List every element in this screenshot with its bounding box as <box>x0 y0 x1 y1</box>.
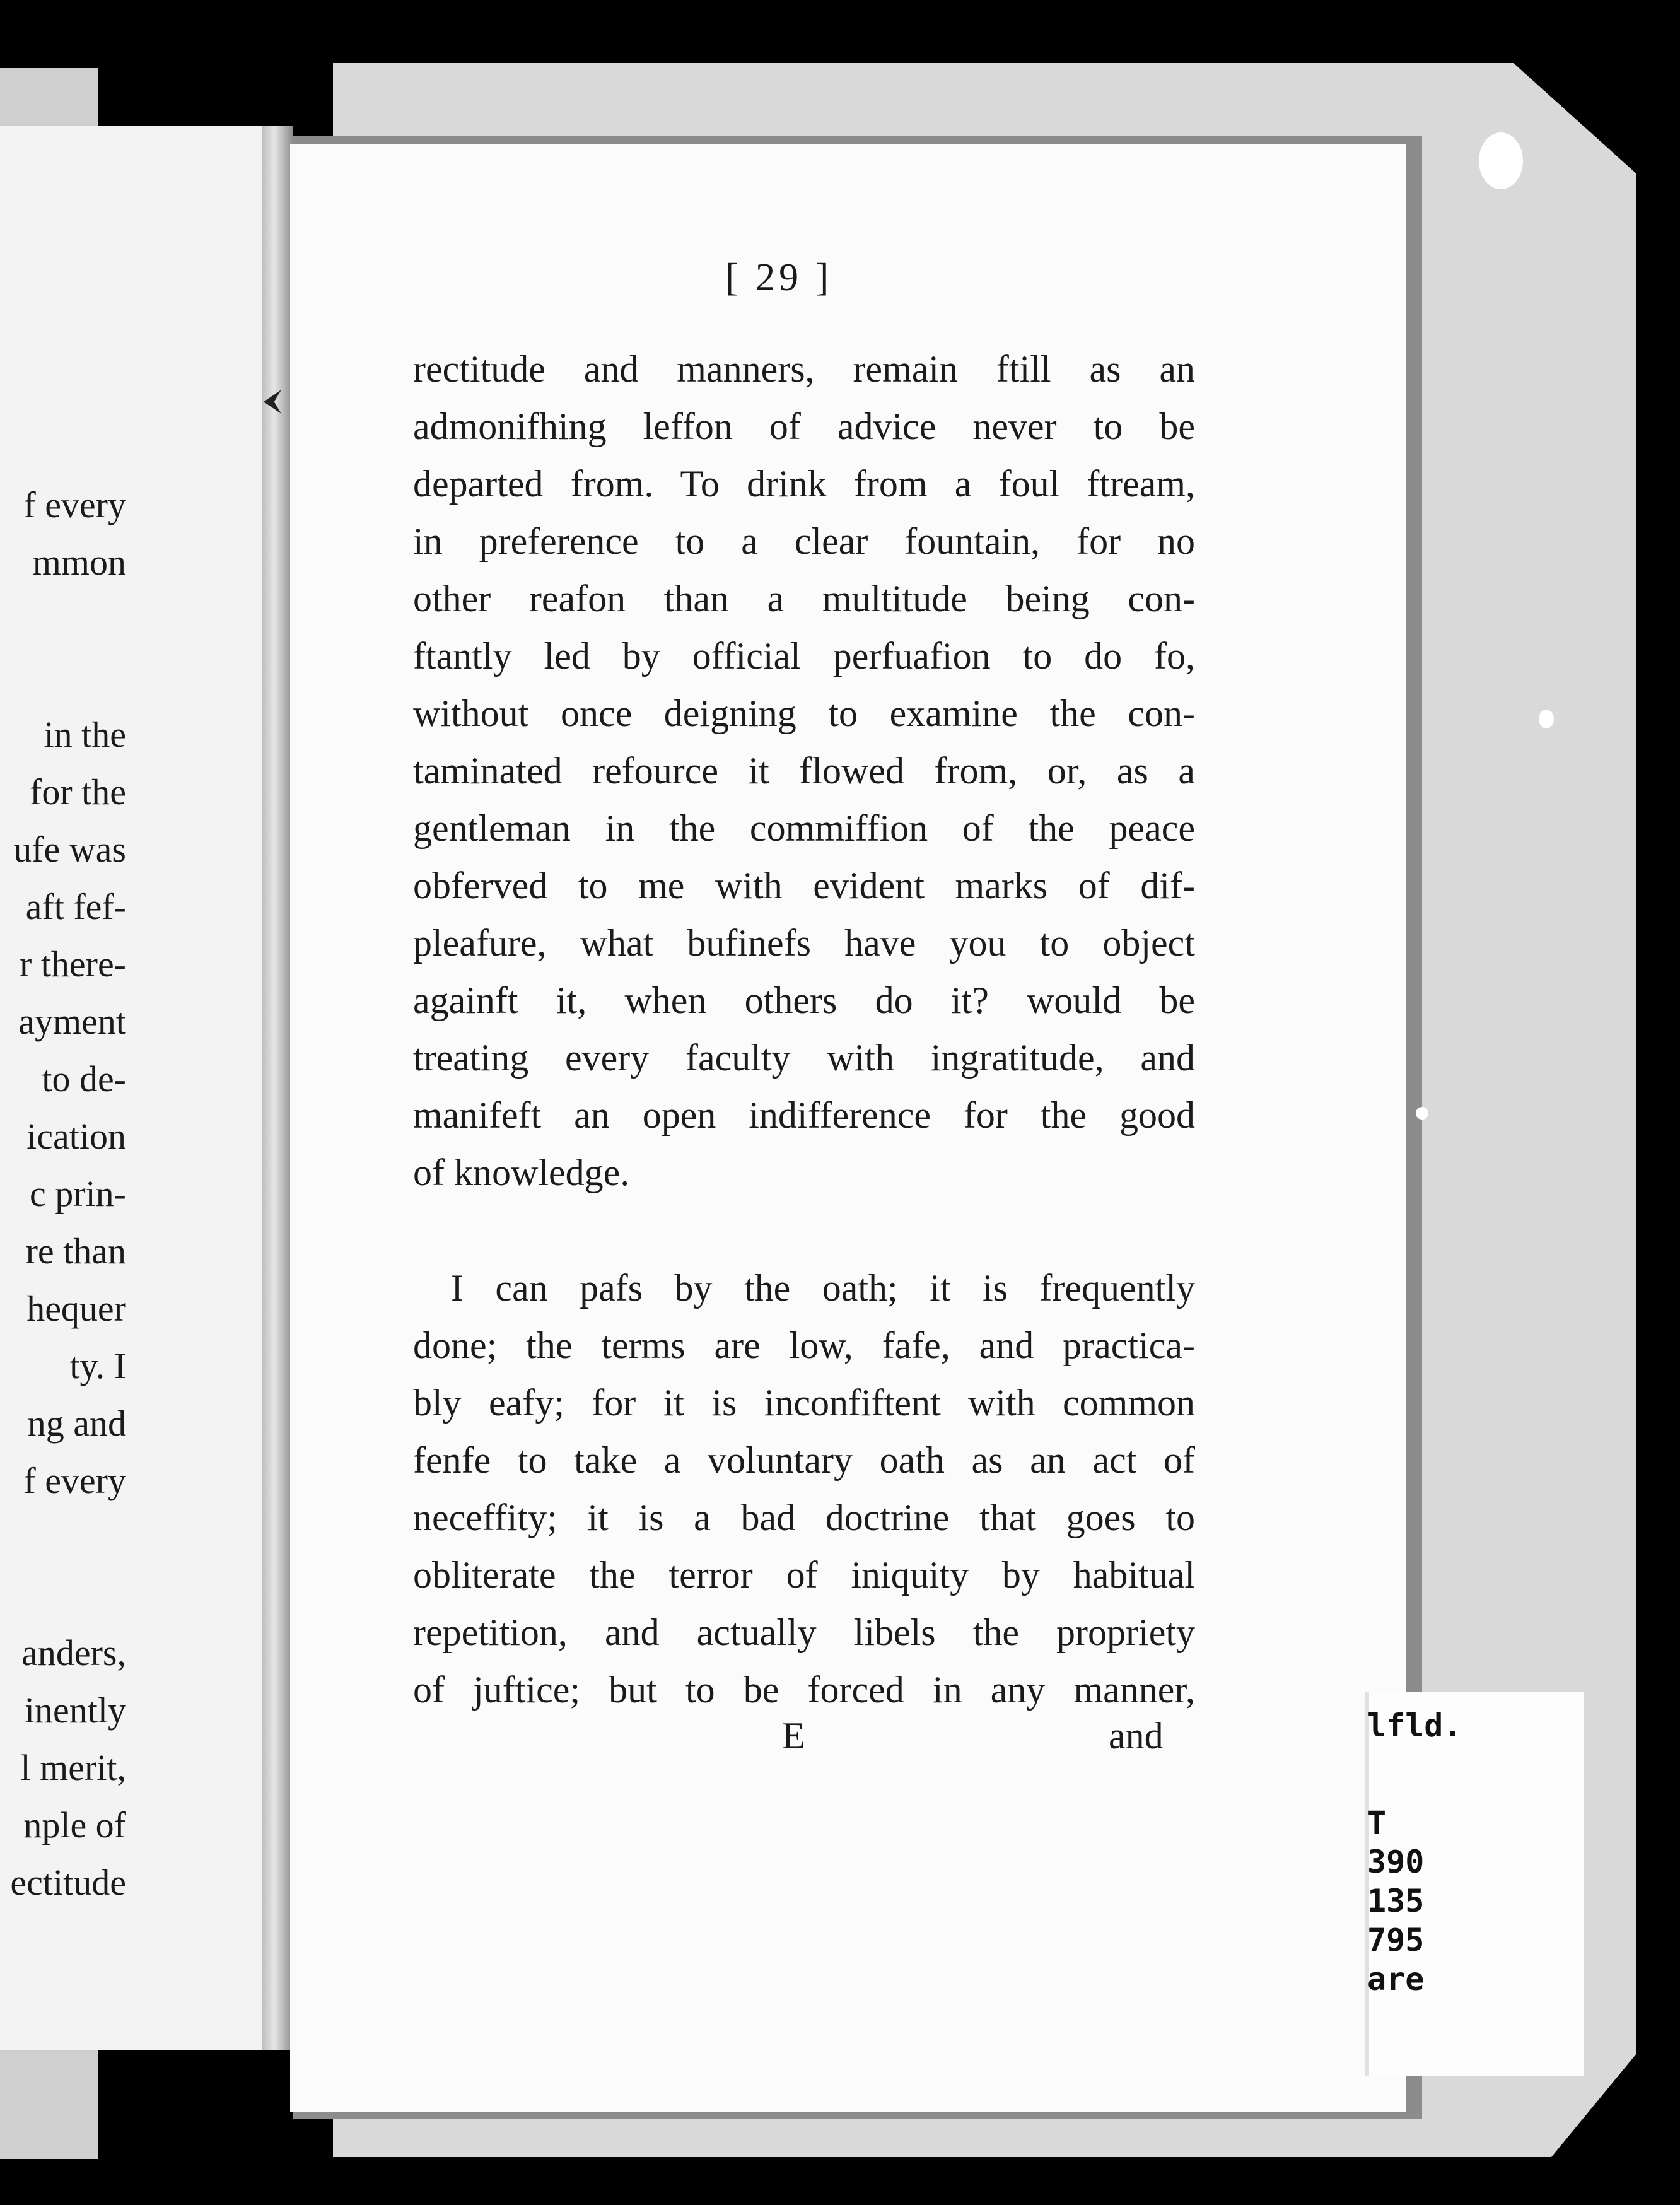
text-line: departed from. To drink from a foul ftream, <box>413 463 1195 505</box>
text-line: manifeft an open indifference for the good <box>413 1094 1195 1136</box>
book-spine <box>262 126 293 2050</box>
left-line: ectitude <box>10 1862 126 1903</box>
text-line: repetition, and actually libels the propriety <box>413 1611 1195 1653</box>
text-line: of knowledge. <box>413 1152 630 1193</box>
text-line: taminated refource it flowed from, or, as a <box>413 750 1195 792</box>
left-line: mmon <box>32 542 126 583</box>
text-line: pleafure, what bufinefs have you to object <box>413 922 1195 964</box>
catchword: and <box>1109 1715 1164 1757</box>
left-line: f every <box>23 484 126 525</box>
left-line: ication <box>26 1116 126 1157</box>
left-line: re than <box>25 1231 126 1272</box>
text-line: againft it, when others do it? would be <box>413 980 1195 1021</box>
text-line: gentleman in the commiffion of the peace <box>413 807 1195 849</box>
left-line: ty. I <box>69 1345 126 1386</box>
left-line: f every <box>23 1460 126 1501</box>
label-text <box>1367 1706 1462 1999</box>
text-line: in preference to a clear fountain, for no <box>413 520 1195 562</box>
board-speck <box>1416 1107 1428 1120</box>
text-line: done; the terms are low, fafe, and practica- <box>413 1325 1195 1366</box>
page-body <box>413 341 1195 1719</box>
label-line: lfld. <box>1367 1707 1462 1744</box>
text-line: neceffity; it is a bad doctrine that goes to <box>413 1497 1195 1538</box>
page-number: [ 29 ] <box>725 256 833 299</box>
left-line: to de- <box>42 1058 126 1099</box>
left-page <box>0 126 262 2050</box>
signature-mark: E <box>782 1715 805 1757</box>
label-line: 390 <box>1367 1844 1425 1880</box>
left-line: c prin- <box>30 1173 126 1214</box>
left-line: r there- <box>19 944 126 985</box>
text-line: without once deigning to examine the con- <box>413 693 1195 734</box>
board-speck <box>1479 132 1523 189</box>
left-line: for the <box>30 771 126 812</box>
left-line: inently <box>24 1690 126 1731</box>
left-line: ufe was <box>13 829 126 870</box>
left-line: hequer <box>26 1288 126 1329</box>
label-line: T <box>1367 1804 1387 1841</box>
left-line: aft fef- <box>25 886 126 927</box>
left-line: anders, <box>21 1632 126 1673</box>
text-line: ftantly led by official perfuafion to do fo, <box>413 635 1195 677</box>
text-line: other reafon than a multitude being con- <box>413 578 1195 619</box>
text-line: obferved to me with evident marks of dif- <box>413 865 1195 906</box>
label-line: are <box>1367 1961 1425 1997</box>
left-line: nple of <box>23 1804 126 1845</box>
board-speck <box>1539 710 1554 728</box>
left-page-text <box>0 476 126 1911</box>
left-line: ayment <box>18 1001 126 1042</box>
text-line: treating every faculty with ingratitude, and <box>413 1037 1195 1079</box>
label-line: 795 <box>1367 1922 1425 1958</box>
text-line: obliterate the terror of iniquity by habitual <box>413 1554 1195 1596</box>
text-line: rectitude and manners, remain ftill as an <box>413 348 1195 390</box>
left-line: in the <box>44 714 126 755</box>
left-line: l merit, <box>20 1747 126 1788</box>
text-line: I can pafs by the oath; it is frequently <box>451 1267 1195 1309</box>
left-line: ng and <box>27 1403 126 1444</box>
text-line: admonifhing leffon of advice never to be <box>413 406 1195 447</box>
text-line: fenfe to take a voluntary oath as an act of <box>413 1439 1195 1481</box>
text-line: bly eafy; for it is inconfiftent with common <box>413 1382 1195 1424</box>
text-line: of juftice; but to be forced in any manner, <box>413 1669 1195 1711</box>
label-line: 135 <box>1367 1883 1425 1919</box>
